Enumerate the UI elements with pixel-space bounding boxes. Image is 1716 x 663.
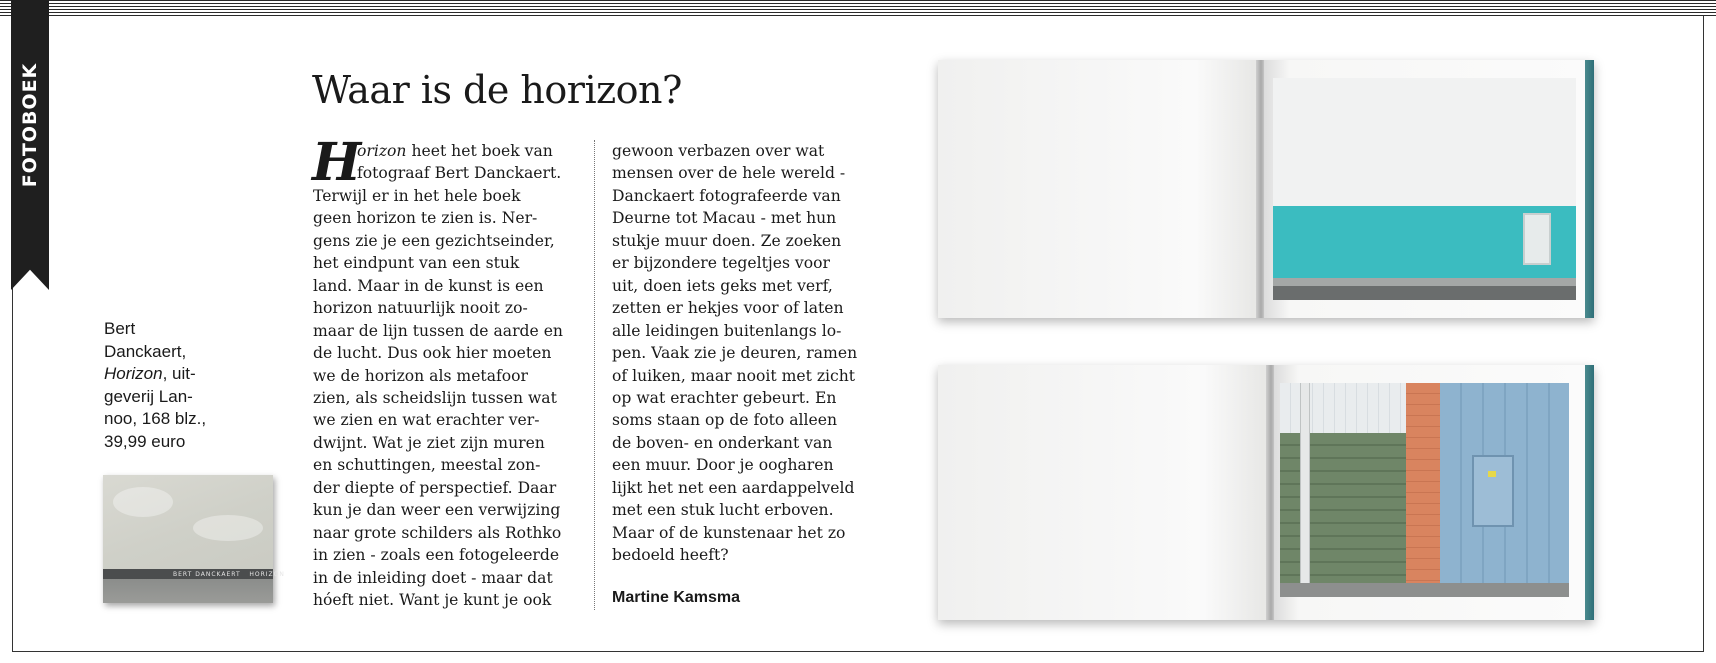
spread-edge (1585, 365, 1594, 620)
column-line: soms staan op de foto alleen (612, 411, 838, 430)
column-line: Deurne tot Macau - met hun (612, 209, 837, 228)
column-line: maar de lijn tussen de aarde en (313, 321, 563, 340)
column-divider (594, 140, 595, 610)
column-line: lijkt het net een aardappelveld (612, 478, 855, 497)
column-line: fotograaf Bert Danckaert. (357, 164, 562, 183)
column-line: gens zie je een gezichtseinder, (313, 231, 555, 250)
wall-upper (1273, 78, 1576, 206)
cover-stain (113, 487, 173, 517)
spread-edge (1585, 60, 1594, 318)
book-title-line (104, 363, 222, 386)
book-info-caption (104, 318, 222, 453)
book-author-line2: Danckaert, (104, 341, 187, 361)
column-line: zetten er hekjes voor of laten (612, 299, 844, 318)
wall-window (1523, 213, 1551, 265)
column-line: of luiken, maar nooit met zicht (612, 366, 856, 385)
column-line: alle leidingen buitenlangs lo- (612, 321, 842, 340)
spread-left-page (938, 365, 1270, 620)
column-line: uit, doen iets geks met verf, (612, 276, 833, 295)
turquoise-wall-photo (1273, 78, 1576, 300)
column-line: der diepte of perspectief. Daar (313, 478, 557, 497)
column-line: kun je dan weer een verwijzing (313, 501, 561, 520)
book-author-line1: Bert (104, 319, 136, 338)
column-line: we de horizon als metafoor (313, 366, 529, 385)
drop-cap: H (312, 132, 362, 193)
column-line: gewoon verbazen over wat (612, 142, 825, 160)
column-line: naar grote schilders als Rothko (313, 523, 562, 542)
book-cover-image (103, 475, 285, 603)
column-line (313, 140, 578, 162)
book-publisher-line: geverij Lan- (104, 386, 193, 406)
book-price-line: 39,99 euro (104, 431, 186, 451)
book-pages-line: noo, 168 blz., (104, 409, 207, 428)
top-hatch-rule (0, 0, 1716, 16)
tiled-wall-photo (1280, 383, 1569, 597)
warning-sticker (1488, 471, 1496, 477)
green-tiles (1280, 433, 1406, 583)
column-line: de boven- en onderkant van (612, 433, 833, 452)
book-spread-bottom (938, 365, 1594, 620)
column-line: een muur. Door je oogharen (612, 456, 834, 475)
column-line: er bijzondere tegeltjes voor (612, 254, 830, 273)
column-line: geen horizon te zien is. Ner- (313, 209, 538, 228)
column-line: dwijnt. Wat je ziet zijn muren (313, 433, 545, 452)
cover-author-text: BERT DANCKAERT (173, 571, 241, 578)
column-line: pen. Vaak zie je deuren, ramen (612, 344, 858, 363)
pavement (1273, 286, 1576, 300)
column-line: stukje muur doen. Ze zoeken (612, 231, 842, 250)
article-headline: Waar is de horizon? (312, 68, 682, 112)
column-line: en schuttingen, meestal zon- (313, 456, 541, 475)
section-label: FOTOBOEK (19, 62, 41, 188)
cover-title-text (173, 571, 285, 578)
column-line: bedoeld heeft? (612, 546, 729, 565)
book-title-inline: orizon (357, 142, 407, 160)
column-line: in de inleiding doet - maar dat (313, 568, 553, 587)
column-line: met een stuk lucht erboven. (612, 501, 834, 520)
column-line: land. Maar in de kunst is een (313, 276, 544, 295)
orange-column (1406, 383, 1440, 583)
column-line: Terwijl er in het hele boek (313, 186, 521, 205)
article-column-1 (312, 132, 578, 612)
column-line-text: heet het boek van (411, 142, 553, 160)
column-line: mensen over de hele wereld - (612, 164, 846, 183)
column-line: we zien en wat erachter ver- (313, 411, 540, 430)
column-line: het eindpunt van een stuk (313, 254, 520, 273)
book-title-suffix: , uit- (162, 364, 196, 383)
column-line: de lucht. Dus ook hier moeten (313, 344, 552, 363)
book-spread-top (938, 60, 1594, 318)
book-title: Horizon (104, 364, 163, 383)
white-tiles (1280, 383, 1406, 433)
ground (1280, 583, 1569, 597)
column-line: Maar of de kunstenaar het zo (612, 523, 846, 542)
column-line: horizon natuurlijk nooit zo- (313, 299, 528, 318)
column-line: zien, als scheidslijn tussen wat (313, 388, 557, 407)
drain-pipe (1300, 383, 1310, 583)
article-author: Martine Kamsma (612, 589, 741, 606)
column-line: op wat erachter gebeurt. En (612, 388, 837, 407)
curb (1273, 278, 1576, 286)
cover-stain (193, 515, 263, 541)
column-line: hóeft niet. Want je kunt je ook (313, 591, 552, 610)
column-line: in zien - zoals een fotogeleerde (313, 546, 560, 565)
spread-left-page (938, 60, 1260, 318)
electric-box-door (1472, 455, 1514, 527)
article-column-2 (612, 140, 877, 567)
column-line: Danckaert fotografeerde van (612, 186, 841, 205)
cover-book-title-text: HORIZON (249, 571, 285, 578)
